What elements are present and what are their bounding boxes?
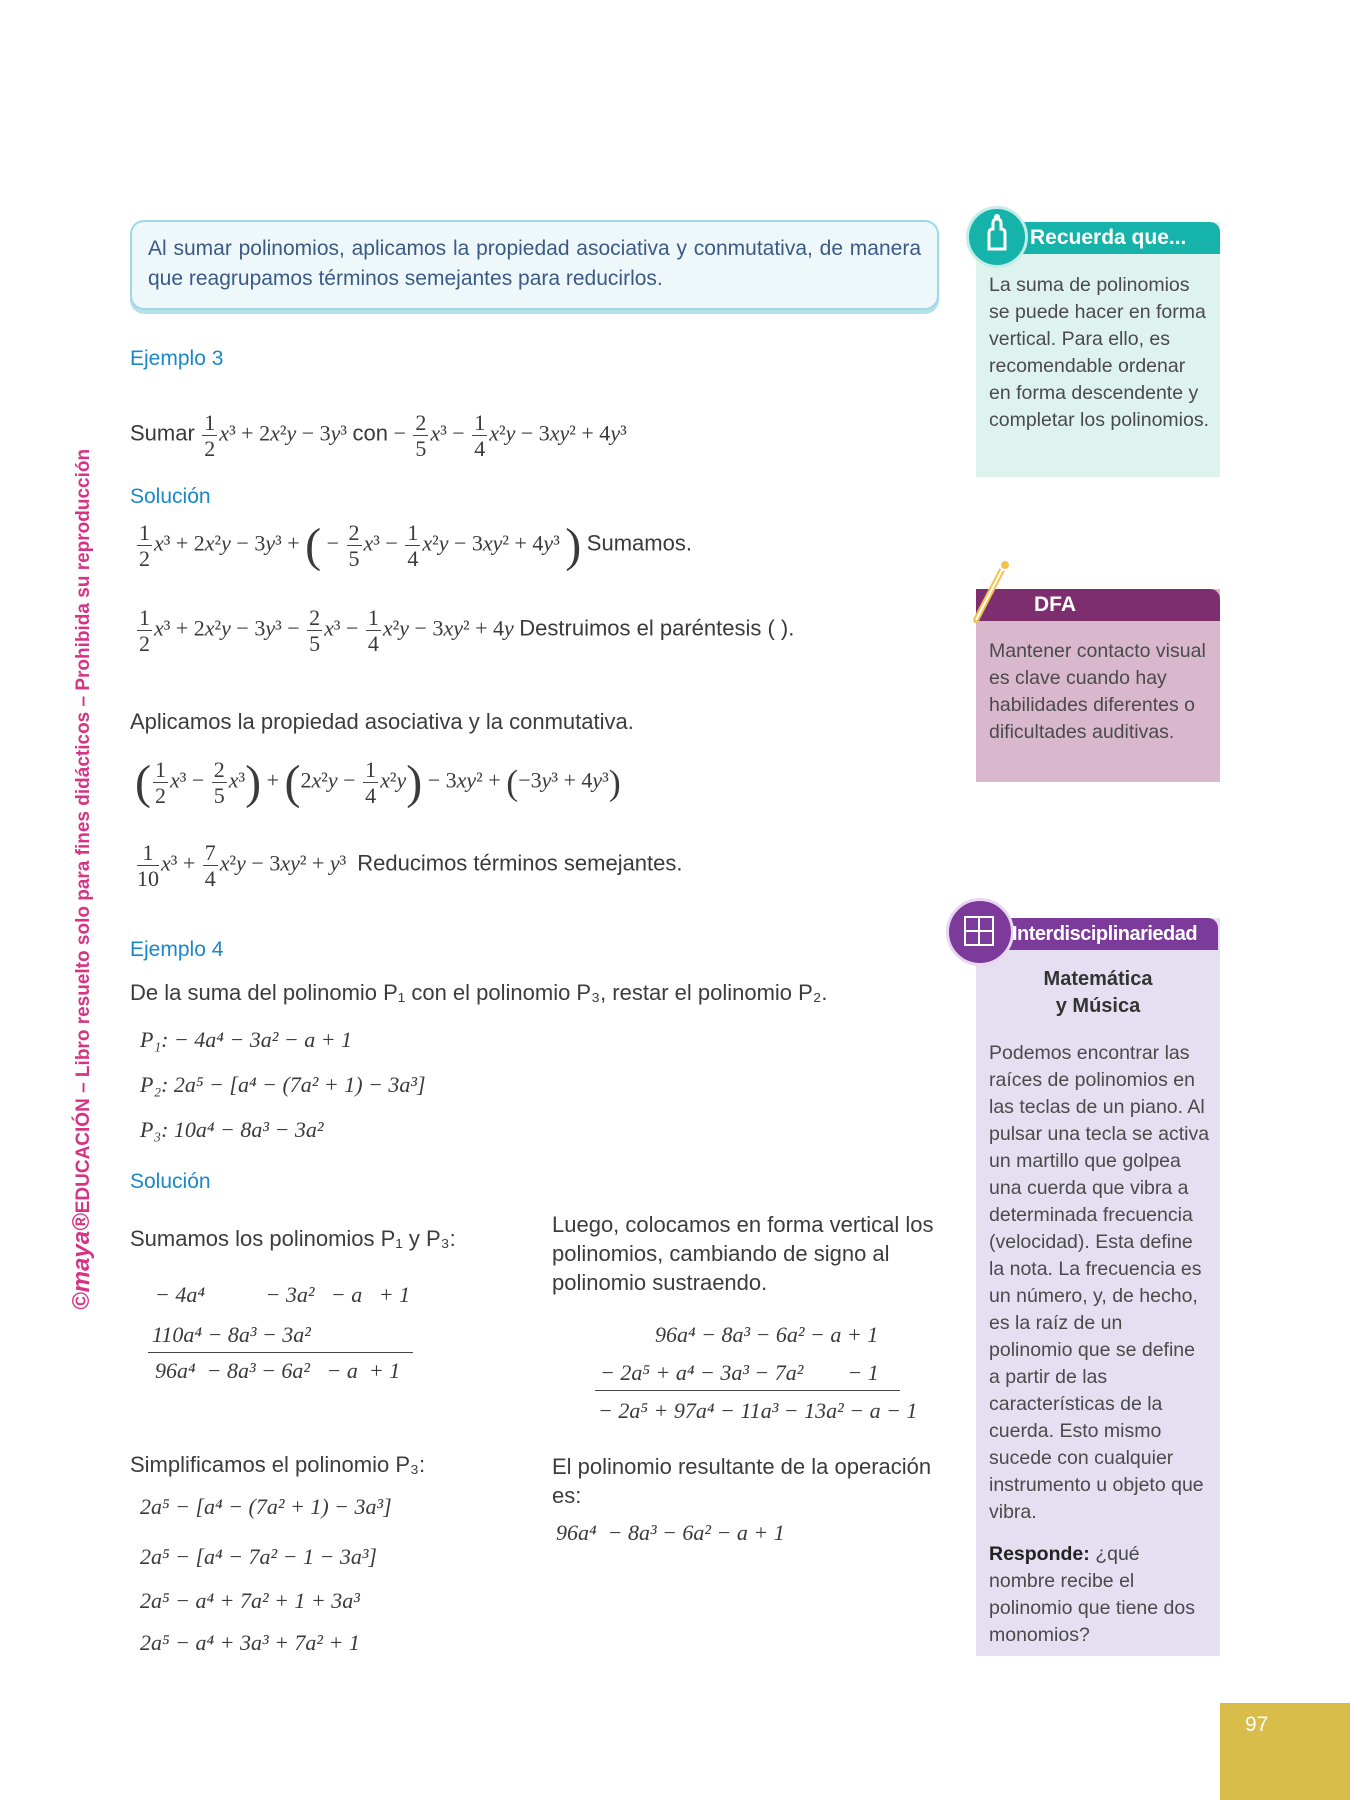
vert-row2: − 2a⁵ + a⁴ − 3a³ − 7a² − 1 — [600, 1360, 879, 1385]
pen-icon — [968, 556, 1016, 626]
dfa-body: Mantener contacto visual es clave cuando hay habilidades diferentes o dificultades auditivas. — [989, 640, 1206, 743]
copyright-text: EDUCACIÓN – Libro resuelto solo para fines didácticos – Prohibida su reproducción — [73, 448, 94, 1214]
simp-text: Simplificamos el polinomio P₃: — [130, 1452, 426, 1477]
page-number: 97 — [1245, 1713, 1269, 1736]
inter-subtitle-line1: Matemática — [1043, 968, 1153, 990]
dfa-title: DFA — [1034, 593, 1076, 616]
sum-rule — [148, 1352, 413, 1353]
vert-row1: 96a⁴ − 8a³ − 6a² − a + 1 — [655, 1322, 879, 1347]
result-text: El polinomio resultante de la operación es: — [552, 1454, 932, 1508]
hand-icon — [966, 206, 1028, 268]
ejemplo4-title: Ejemplo 4 — [130, 938, 224, 961]
ejemplo4-solucion: Solución — [130, 1170, 211, 1193]
ejemplo3-title: Ejemplo 3 — [130, 347, 224, 370]
simp-row3: 2a⁵ − a⁴ + 7a² + 1 + 3a³ — [140, 1588, 360, 1613]
vert-rule — [595, 1390, 900, 1391]
puzzle-icon — [946, 898, 1014, 966]
step2-note: Destruimos el paréntesis ( ). — [519, 615, 795, 641]
maya-brand: ©maya® — [68, 1213, 95, 1310]
respond-label: Responde: — [989, 1543, 1090, 1565]
inter-title: Interdisciplinariedad — [1012, 923, 1198, 945]
ejemplo3-step2: $\frac{1}{2}$ x³ + 2x²y − 3y³ − $\frac{2}{5}$ x³ − $\frac{1}{4}$ x²y − 3xy² + 4y Destruimos el paréntesis ( ). — [139, 605, 795, 656]
sum-row1: − 4a⁴ − 3a² − a + 1 — [155, 1282, 411, 1307]
result-polynomial: 96a⁴ − 8a³ − 6a² − a + 1 — [556, 1520, 785, 1545]
inter-body: Podemos encontrar las raíces de polinomios en las teclas de un piano. Al pulsar una tecla se activa un martillo que golpea una cuerda que vibra a determinada frecuencia (velocidad). Esta define la nota. La frecuencia es un número, y, de hecho, es la raíz de un polinomio que se define a partir de las características de la cuerda. Esto mismo sucede con cualquier instrumento u objeto que vibra. — [989, 1042, 1210, 1523]
ejemplo3-step3-math: ( $\frac{1}{2}$ x³ − $\frac{2}{5}$ x³) + (2x²y − $\frac{1}{4}$ x²y) − 3xy² + (−3y³ + 4y³) — [135, 756, 621, 809]
intro-text: Al sumar polinomios, aplicamos la propiedad asociativa y conmutativa, de manera que reagrupamos términos semejantes para reducirlos. — [148, 237, 921, 290]
inter-respond — [989, 1541, 1211, 1649]
statement-prefix: Sumar — [130, 420, 195, 446]
intro-box — [130, 220, 939, 310]
vert-result: − 2a⁵ + 97a⁴ − 11a³ − 13a² − a − 1 — [598, 1398, 918, 1423]
polynomial-p3: P₃: 10a⁴ − 8a³ − 3a² — [140, 1117, 324, 1142]
polynomial-p2: P₂: 2a⁵ − [a⁴ − (7a² + 1) − 3a³] — [140, 1072, 426, 1097]
inter-subtitle-line2: y Música — [1055, 995, 1141, 1017]
ejemplo3-solucion: Solución — [130, 485, 211, 508]
ejemplo3-step3-text: Aplicamos la propiedad asociativa y la conmutativa. — [130, 709, 634, 734]
simp-row1: 2a⁵ − [a⁴ − (7a² + 1) − 3a³] — [140, 1494, 392, 1519]
recuerda-title: Recuerda que... — [1030, 226, 1187, 249]
step4-note: Reducimos términos semejantes. — [357, 850, 683, 876]
polynomial-p1: P₁: − 4a⁴ − 3a² − a + 1 — [140, 1027, 353, 1052]
ejemplo3-statement: Sumar $\frac{1}{2}$ x³ + 2x²y − 3y³ con − $\frac{2}{5}$ x³ − $\frac{1}{4}$ x²y − 3xy² + 4y³ — [130, 410, 627, 461]
ejemplo4-statement: De la suma del polinomio P₁ con el polinomio P₃, restar el polinomio P₂. — [130, 980, 828, 1005]
copyright-vertical-note — [68, 448, 96, 1310]
statement-con: con — [352, 420, 388, 446]
step1-note: Sumamos. — [586, 530, 692, 556]
respond-text: ¿qué nombre recibe el polinomio que tiene dos monomios? — [989, 1543, 1195, 1646]
inter-subtitle — [976, 966, 1220, 1020]
sum-text: Sumamos los polinomios P₁ y P₃: — [130, 1226, 456, 1251]
ejemplo3-step1: $\frac{1}{2}$ x³ + 2x²y − 3y³ + ( − $\frac{2}{5}$ x³ − $\frac{1}{4}$ x²y − 3xy² + 4y³ ) Sumamos. — [139, 519, 692, 572]
ejemplo3-step4: $\frac{1}{10}$ x³ + $\frac{7}{4}$ x²y − 3xy² + y³ Reducimos términos semejantes. — [137, 840, 683, 891]
page-number-tab — [1220, 1703, 1350, 1800]
simp-row2: 2a⁵ − [a⁴ − 7a² − 1 − 3a³] — [140, 1544, 377, 1569]
luego-text: Luego, colocamos en forma vertical los polinomios, cambiando de signo al polinomio sustraendo. — [552, 1212, 934, 1295]
sum-result: 96a⁴ − 8a³ − 6a² − a + 1 — [155, 1358, 401, 1383]
simp-row4: 2a⁵ − a⁴ + 3a³ + 7a² + 1 — [140, 1630, 360, 1655]
recuerda-body: La suma de polinomios se puede hacer en forma vertical. Para ello, es recomendable ordenar en forma descendente y completar los polinomios. — [989, 274, 1210, 431]
sum-row2: 110a⁴ − 8a³ − 3a² — [152, 1322, 311, 1347]
